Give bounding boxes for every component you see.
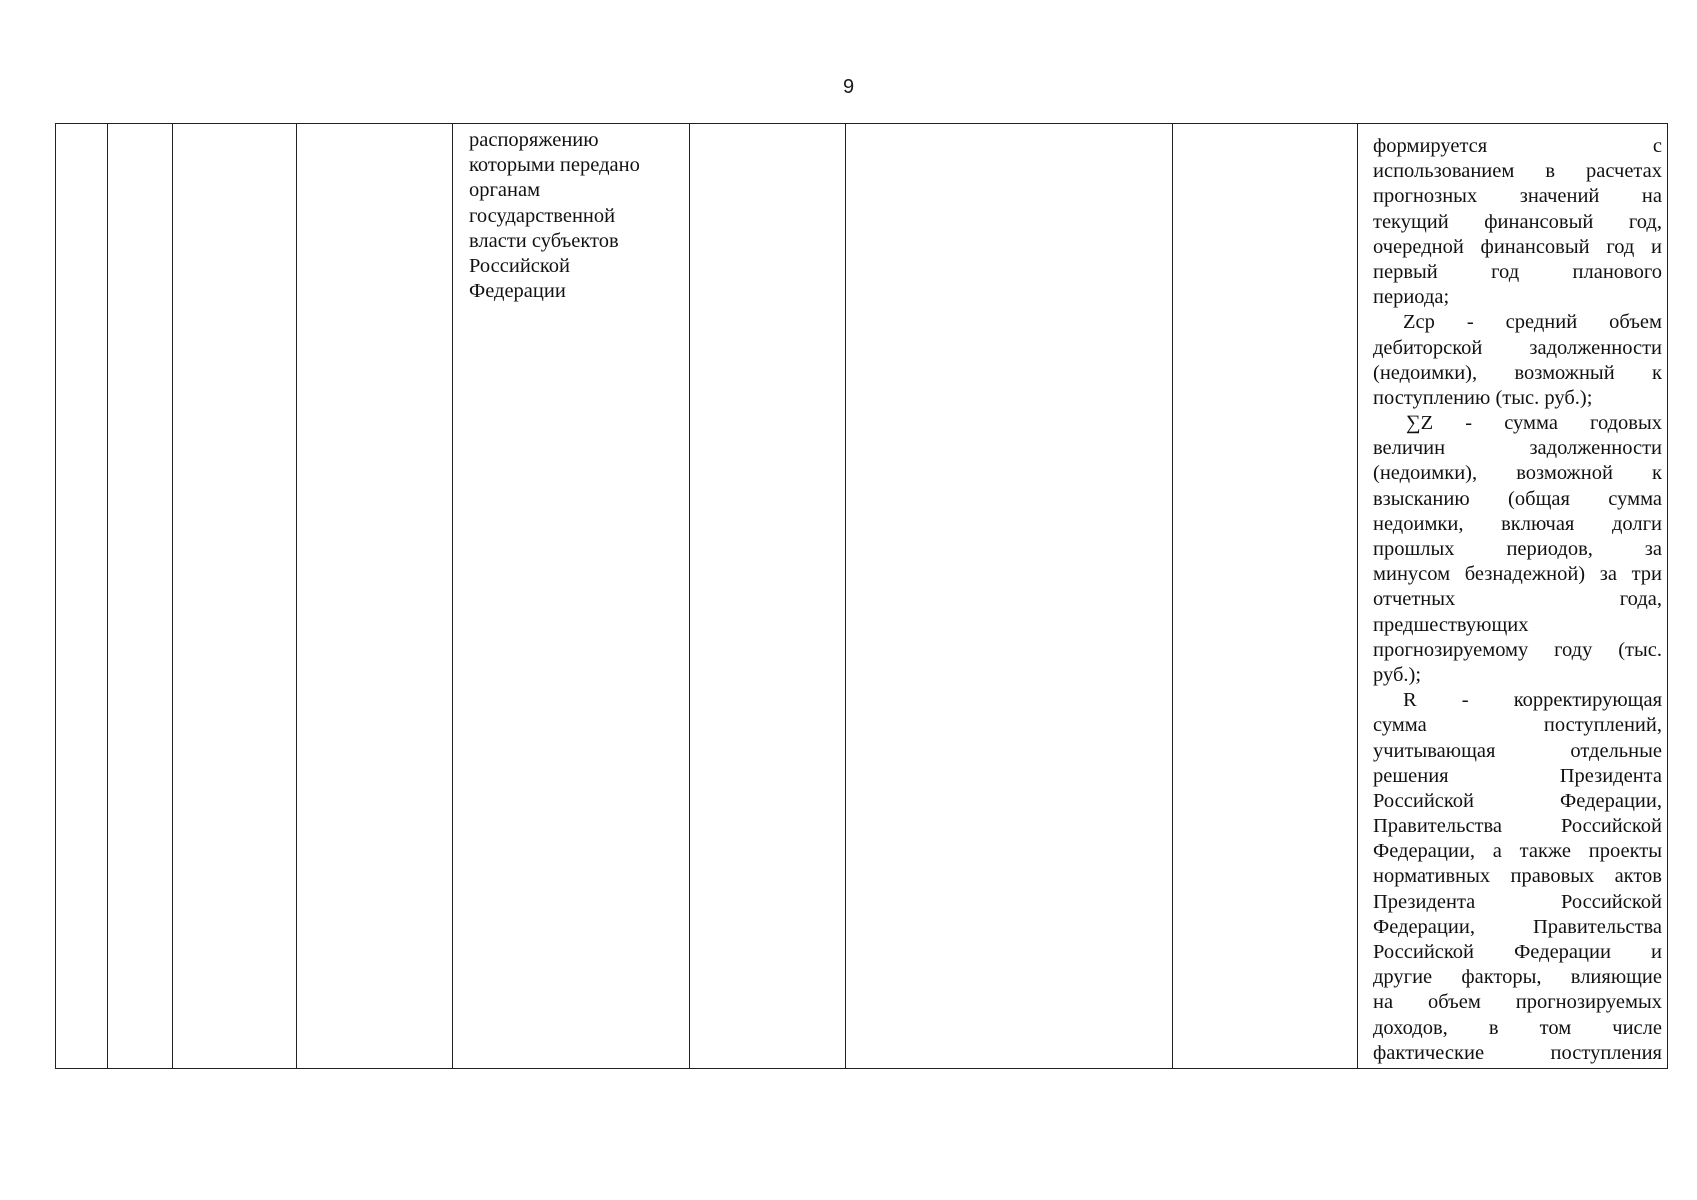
text-line: ∑Z - сумма годовых <box>1406 412 1662 435</box>
table-cell-col9 <box>1373 134 1662 1066</box>
text-line: другие факторы, влияющие <box>1373 966 1662 989</box>
text-line: использованием в расчетах <box>1373 160 1662 183</box>
text-line: текущий финансовый год, <box>1373 210 1662 233</box>
text-line: Правительства Российской <box>1373 815 1662 838</box>
column-divider <box>689 124 690 1068</box>
text-line: прошлых периодов, за <box>1373 538 1662 560</box>
text-line: доходов, в том числе <box>1373 1016 1662 1039</box>
text-line: прогнозируемому году (тыс. <box>1373 638 1662 661</box>
text-line: отчетных года, <box>1373 588 1662 611</box>
text-line: первый год планового <box>1373 260 1662 283</box>
text-line: Российской Федерации и <box>1373 941 1662 963</box>
text-line: власти субъектов <box>469 229 619 252</box>
text-line: Федерации, Правительства <box>1373 915 1662 938</box>
text-line: R - корректирующая <box>1403 689 1662 712</box>
page-number: 9 <box>842 76 855 98</box>
text-line: Zср - средний объем <box>1403 311 1662 334</box>
text-line: величин задолженности <box>1373 437 1662 460</box>
text-line: органам <box>469 179 541 202</box>
column-divider <box>452 124 453 1068</box>
text-line: решения Президента <box>1373 764 1662 787</box>
text-line: государственной <box>469 204 616 227</box>
text-line: руб.); <box>1373 663 1422 686</box>
text-line: поступлению (тыс. руб.); <box>1373 386 1593 409</box>
text-line: сумма поступлений, <box>1373 714 1662 737</box>
column-divider <box>107 124 108 1068</box>
column-divider <box>296 124 297 1068</box>
text-line: (недоимки), возможной к <box>1373 462 1662 485</box>
text-line: которыми передано <box>469 154 640 177</box>
text-line: Российской Федерации, <box>1373 789 1662 812</box>
text-line: Федерации, а также проекты <box>1373 840 1662 863</box>
column-divider <box>172 124 173 1068</box>
text-line: взысканию (общая сумма <box>1373 487 1662 510</box>
table-cell-col5 <box>469 128 669 304</box>
text-line: учитывающая отдельные <box>1373 739 1662 762</box>
text-line: на объем прогнозируемых <box>1373 991 1662 1014</box>
text-line: (недоимки), возможный к <box>1373 361 1662 384</box>
text-line: распоряжению <box>469 129 599 151</box>
text-line: минусом безнадежной) за три <box>1373 563 1662 586</box>
text-line: нормативных правовых актов <box>1373 865 1662 888</box>
text-line: очередной финансовый год и <box>1373 235 1662 258</box>
text-line: периода; <box>1373 286 1450 309</box>
text-line: дебиторской задолженности <box>1373 336 1662 359</box>
text-line: Федерации <box>469 280 566 303</box>
text-line: предшествующих <box>1373 613 1529 636</box>
column-divider <box>1357 124 1358 1068</box>
text-line: Российской <box>469 255 571 278</box>
text-line: формируется с <box>1373 135 1662 157</box>
column-divider <box>845 124 846 1068</box>
text-line: Президента Российской <box>1373 890 1662 913</box>
column-divider <box>1172 124 1173 1068</box>
document-table <box>55 123 1668 1069</box>
text-line: фактические поступления <box>1373 1041 1662 1064</box>
text-line: недоимки, включая долги <box>1373 512 1662 535</box>
text-line: прогнозных значений на <box>1373 185 1662 208</box>
